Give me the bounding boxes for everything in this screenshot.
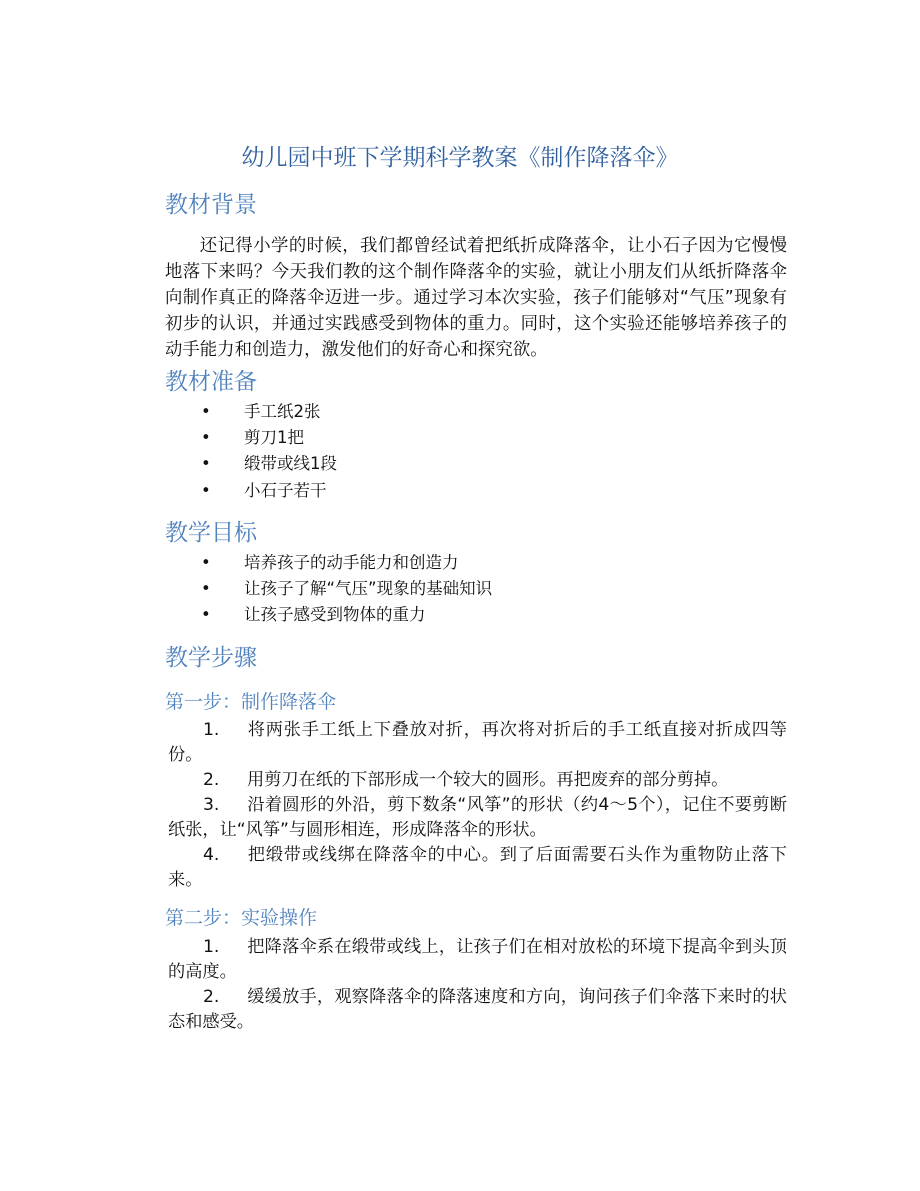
- heading-background: 教材背景: [165, 192, 257, 218]
- heading-steps: 教学步骤: [165, 645, 257, 671]
- document-title: 幼儿园中班下学期科学教案《制作降落伞》: [241, 145, 679, 171]
- bullet-icon: •: [201, 605, 211, 625]
- bullet-icon: •: [201, 480, 211, 500]
- goals-list: [165, 550, 787, 629]
- list-item: • 剪刀1把: [165, 425, 787, 451]
- bullet-icon: •: [201, 428, 211, 448]
- heading-step1: 第一步：制作降落伞: [165, 691, 337, 713]
- heading-step2: 第二步：实验操作: [165, 907, 318, 929]
- bullet-icon: •: [201, 579, 211, 599]
- heading-goals: 教学目标: [165, 520, 257, 546]
- step1-list: [165, 718, 787, 893]
- list-item: 2. 缓缓放手，观察降落伞的降落速度和方向，询问孩子们伞落下来时的状态和感受。: [168, 987, 787, 1032]
- bullet-icon: •: [201, 402, 211, 421]
- list-item: • 培养孩子的动手能力和创造力: [165, 550, 787, 576]
- materials-list: [165, 399, 787, 504]
- list-item: 1. 将两张手工纸上下叠放对折，再次将对折后的手工纸直接对折成四等份。: [168, 720, 787, 765]
- list-item: 1. 把降落伞系在缎带或线上，让孩子们在相对放松的环境下提高伞到头顶的高度。: [168, 937, 787, 982]
- bullet-icon: •: [201, 553, 211, 572]
- list-item: • 让孩子感受到物体的重力: [165, 602, 787, 628]
- list-item: 2. 用剪刀在纸的下部形成一个较大的圆形。再把废弃的部分剪掉。: [203, 770, 729, 790]
- list-item: • 手工纸2张: [165, 399, 787, 425]
- step2-list: [165, 935, 787, 1035]
- list-item: 3. 沿着圆形的外沿，剪下数条“风筝”的形状（约4～5个），记住不要剪断纸张，让“风筝”与圆形相连，形成降落伞的形状。: [168, 795, 787, 840]
- list-item: • 缎带或线1段: [165, 451, 787, 477]
- background-paragraph: 还记得小学的时候，我们都曾经试着把纸折成降落伞，让小石子因为它慢慢地落下来吗？今天我们教的这个制作降落伞的实验，就让小朋友们从纸折降落伞向制作真正的降落伞迈进一步。通过学习本次实验，孩子们能够对“气压”现象有初步的认识，并通过实践感受到物体的重力。同时，这个实验还能够培养孩子的动手能力和创造力，激发他们的好奇心和探究欲。: [165, 236, 787, 360]
- list-item: • 让孩子了解“气压”现象的基础知识: [165, 576, 787, 602]
- list-item: • 小石子若干: [165, 478, 787, 504]
- bullet-icon: •: [201, 454, 211, 474]
- list-item: 4. 把缎带或线绑在降落伞的中心。到了后面需要石头作为重物防止落下来。: [168, 845, 787, 890]
- heading-materials: 教材准备: [165, 369, 257, 395]
